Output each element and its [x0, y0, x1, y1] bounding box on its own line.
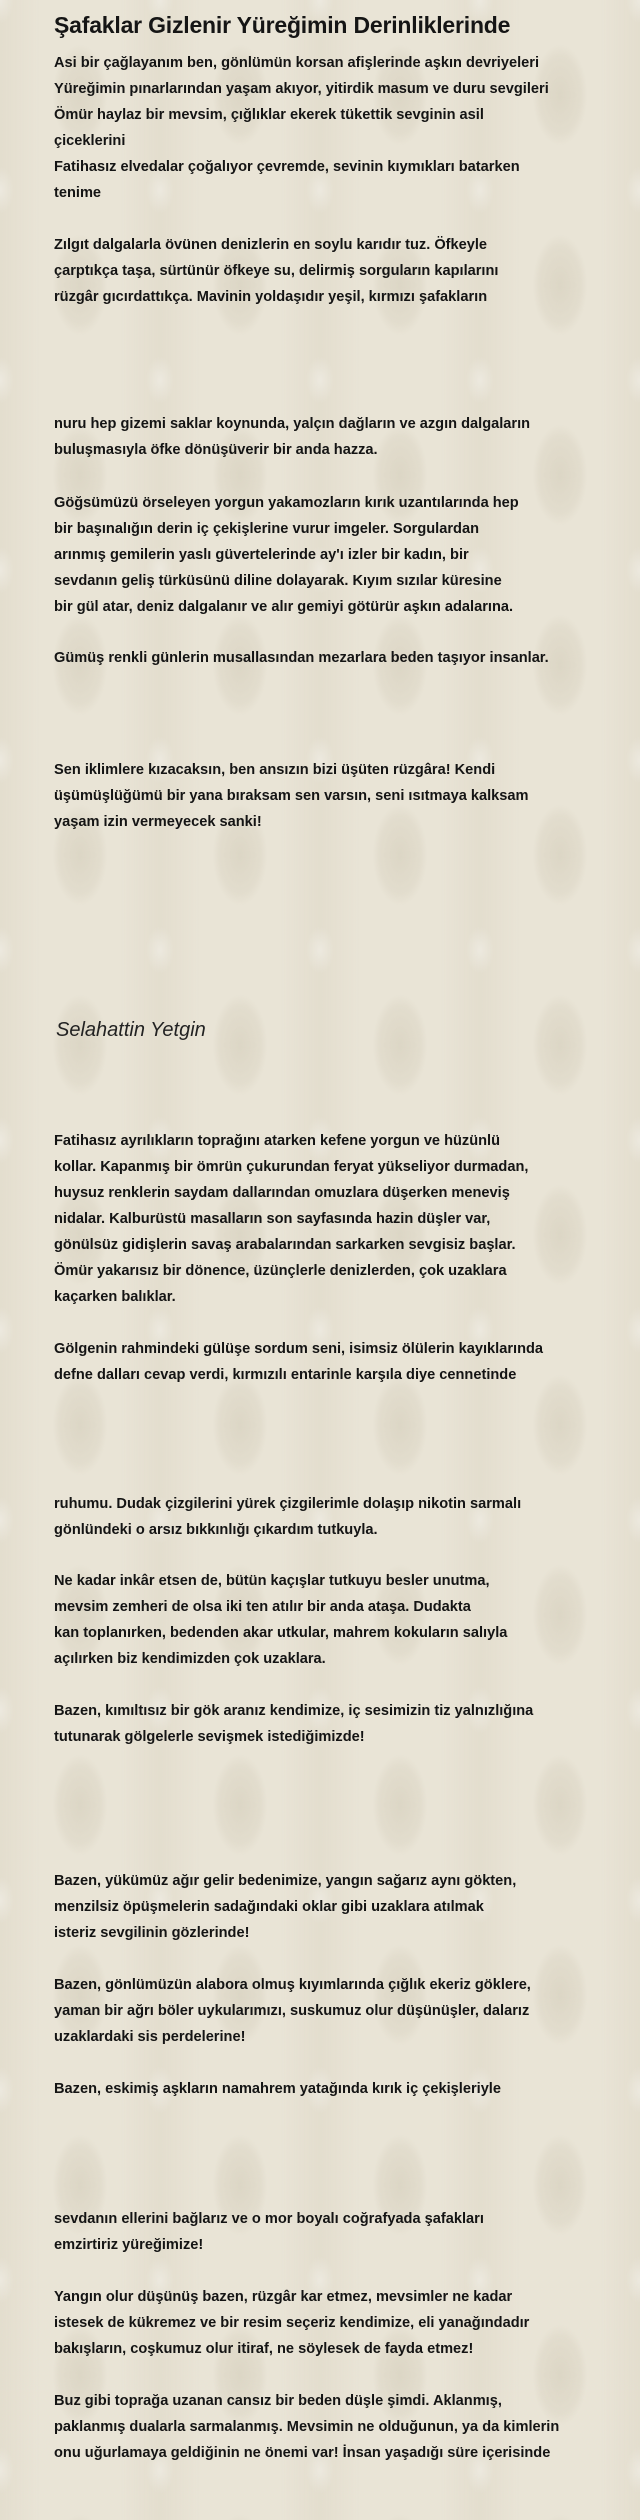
poem-stanza-17: Buz gibi toprağa uzanan cansız bir beden düşle şimdi. Aklanmış, paklanmış dualarla sarmalanmış. Mevsimin ne olduğunun, ya da kimlerin onu uğurlamaya geldiğinin ne önemi var! İnsan yaşadığı süre içerisinde: [54, 2393, 560, 2461]
poem-stanza-14: Bazen, eskimiş aşkların namahrem yatağında kırık iç çekişleriyle: [54, 2081, 501, 2097]
poem-stanza-3: nuru hep gizemi saklar koynunda, yalçın dağların ve azgın dalgaların buluşmasıyla öfke dönüşüverir bir anda hazza.: [54, 416, 531, 458]
poem-stanza-16: Yangın olur düşünüş bazen, rüzgâr kar etmez, mevsimler ne kadar istesek de kükremez ve bir resim seçeriz kendimize, eli yanağındadır bakışların, coşkumuz olur itiraf, ne söylesek de fayda etmez!: [54, 2289, 530, 2357]
poem-stanza-5: Gümüş renkli günlerin musallasından mezarlara beden taşıyor insanlar.: [54, 650, 549, 666]
author-name: Selahattin Yetgin: [56, 1019, 206, 1041]
poem-stanza-7: Fatihasız ayrılıkların toprağını atarken kefene yorgun ve hüzünlü kollar. Kapanmış bir ömrün çukurundan feryat yükseliyor durmadan, huysuz renklerin saydam dallarından omuzlara düşerken meneviş nidalar. Kalburüstü masalların son sayfasında hazin düşler var, gönülsüz gidişlerin savaş arabalarından sarkarken sevgisiz başlar. Ömür yakarısız bir dönence, üzünçlerle denizlerden, çok uzaklara kaçarken balıklar.: [54, 1133, 529, 1305]
poem-stanza-10: Ne kadar inkâr etsen de, bütün kaçışlar tutkuyu besler unutma, mevsim zemheri de olsa iki ten atılır bir anda ataşa. Dudakta kan toplanırken, bedenden akar utkular, mahrem kokuların salıyla açılırken biz kendimizden çok uzaklara.: [54, 1573, 508, 1667]
poem-stanza-15: sevdanın ellerini bağlarız ve o mor boyalı coğrafyada şafakları emzirtiriz yüreğimize!: [54, 2211, 484, 2253]
poem-stanza-1: Asi bir çağlayanım ben, gönlümün korsan afişlerinde aşkın devriyeleri Yüreğimin pınarlarından yaşam akıyor, yitirdik masum ve duru sevgileri Ömür haylaz bir mevsim, çığlıklar ekerek tükettik sevginin asil çiceklerini Fatihasız elvedalar çoğalıyor çevremde, sevinin kıymıkları batarken tenime: [54, 55, 549, 201]
poem-stanza-8: Gölgenin rahmindeki gülüşe sordum seni, isimsiz ölülerin kayıklarında defne dalları cevap verdi, kırmızılı entarinle karşıla diye cennetinde: [54, 1341, 544, 1383]
poem-stanza-11: Bazen, kımıltısız bir gök aranız kendimize, iç sesimizin tiz yalnızlığına tutunarak gölgelerle sevişmek istediğimizde!: [54, 1703, 534, 1745]
poem-stanza-13: Bazen, gönlümüzün alabora olmuş kıyımlarında çığlık ekeriz göklere, yaman bir ağrı böler uykularımızı, suskumuz olur düşünüşler, dalarız uzaklardaki sis perdelerine!: [54, 1977, 531, 2045]
poem-stanza-12: Bazen, yükümüz ağır gelir bedenimize, yangın sağarız aynı gökten, menzilsiz öpüşmelerin sadağındaki oklar gibi uzaklara atılmak isteriz sevgilinin gözlerinde!: [54, 1873, 517, 1941]
poem-title: Şafaklar Gizlenir Yüreğimin Derinliklerinde: [54, 12, 511, 38]
poem-stanza-2: Zılgıt dalgalarla övünen denizlerin en soylu karıdır tuz. Öfkeyle çarptıkça taşa, sürtünür öfkeye su, delirmiş sorguların kapılarını rüzgâr gıcırdattıkça. Mavinin yoldaşıdır yeşil, kırmızı şafakların: [54, 237, 499, 305]
poem-stanza-4: Göğsümüzü örseleyen yorgun yakamozların kırık uzantılarında hep bir başınalığın derin iç çekişlerine vurur imgeler. Sorgulardan arınmış gemilerin yaslı güvertelerinde ay'ı izler bir kadın, bir sevdanın geliş türküsünü diline dolayarak. Kıyım sızılar küresine bir gül atar, deniz dalgalanır ve alır gemiyi götürür aşkın adalarına.: [54, 495, 519, 615]
poem-stanza-9: ruhumu. Dudak çizgilerini yürek çizgilerimle dolaşıp nikotin sarmalı gönlündeki o arsız bıkkınlığı çıkardım tutkuyla.: [54, 1496, 522, 1538]
poem-stanza-6: Sen iklimlere kızacaksın, ben ansızın bizi üşüten rüzgâra! Kendi üşümüşlüğümü bir yana bıraksam sen varsın, seni ısıtmaya kalksam yaşam izin vermeyecek sanki!: [54, 762, 529, 830]
